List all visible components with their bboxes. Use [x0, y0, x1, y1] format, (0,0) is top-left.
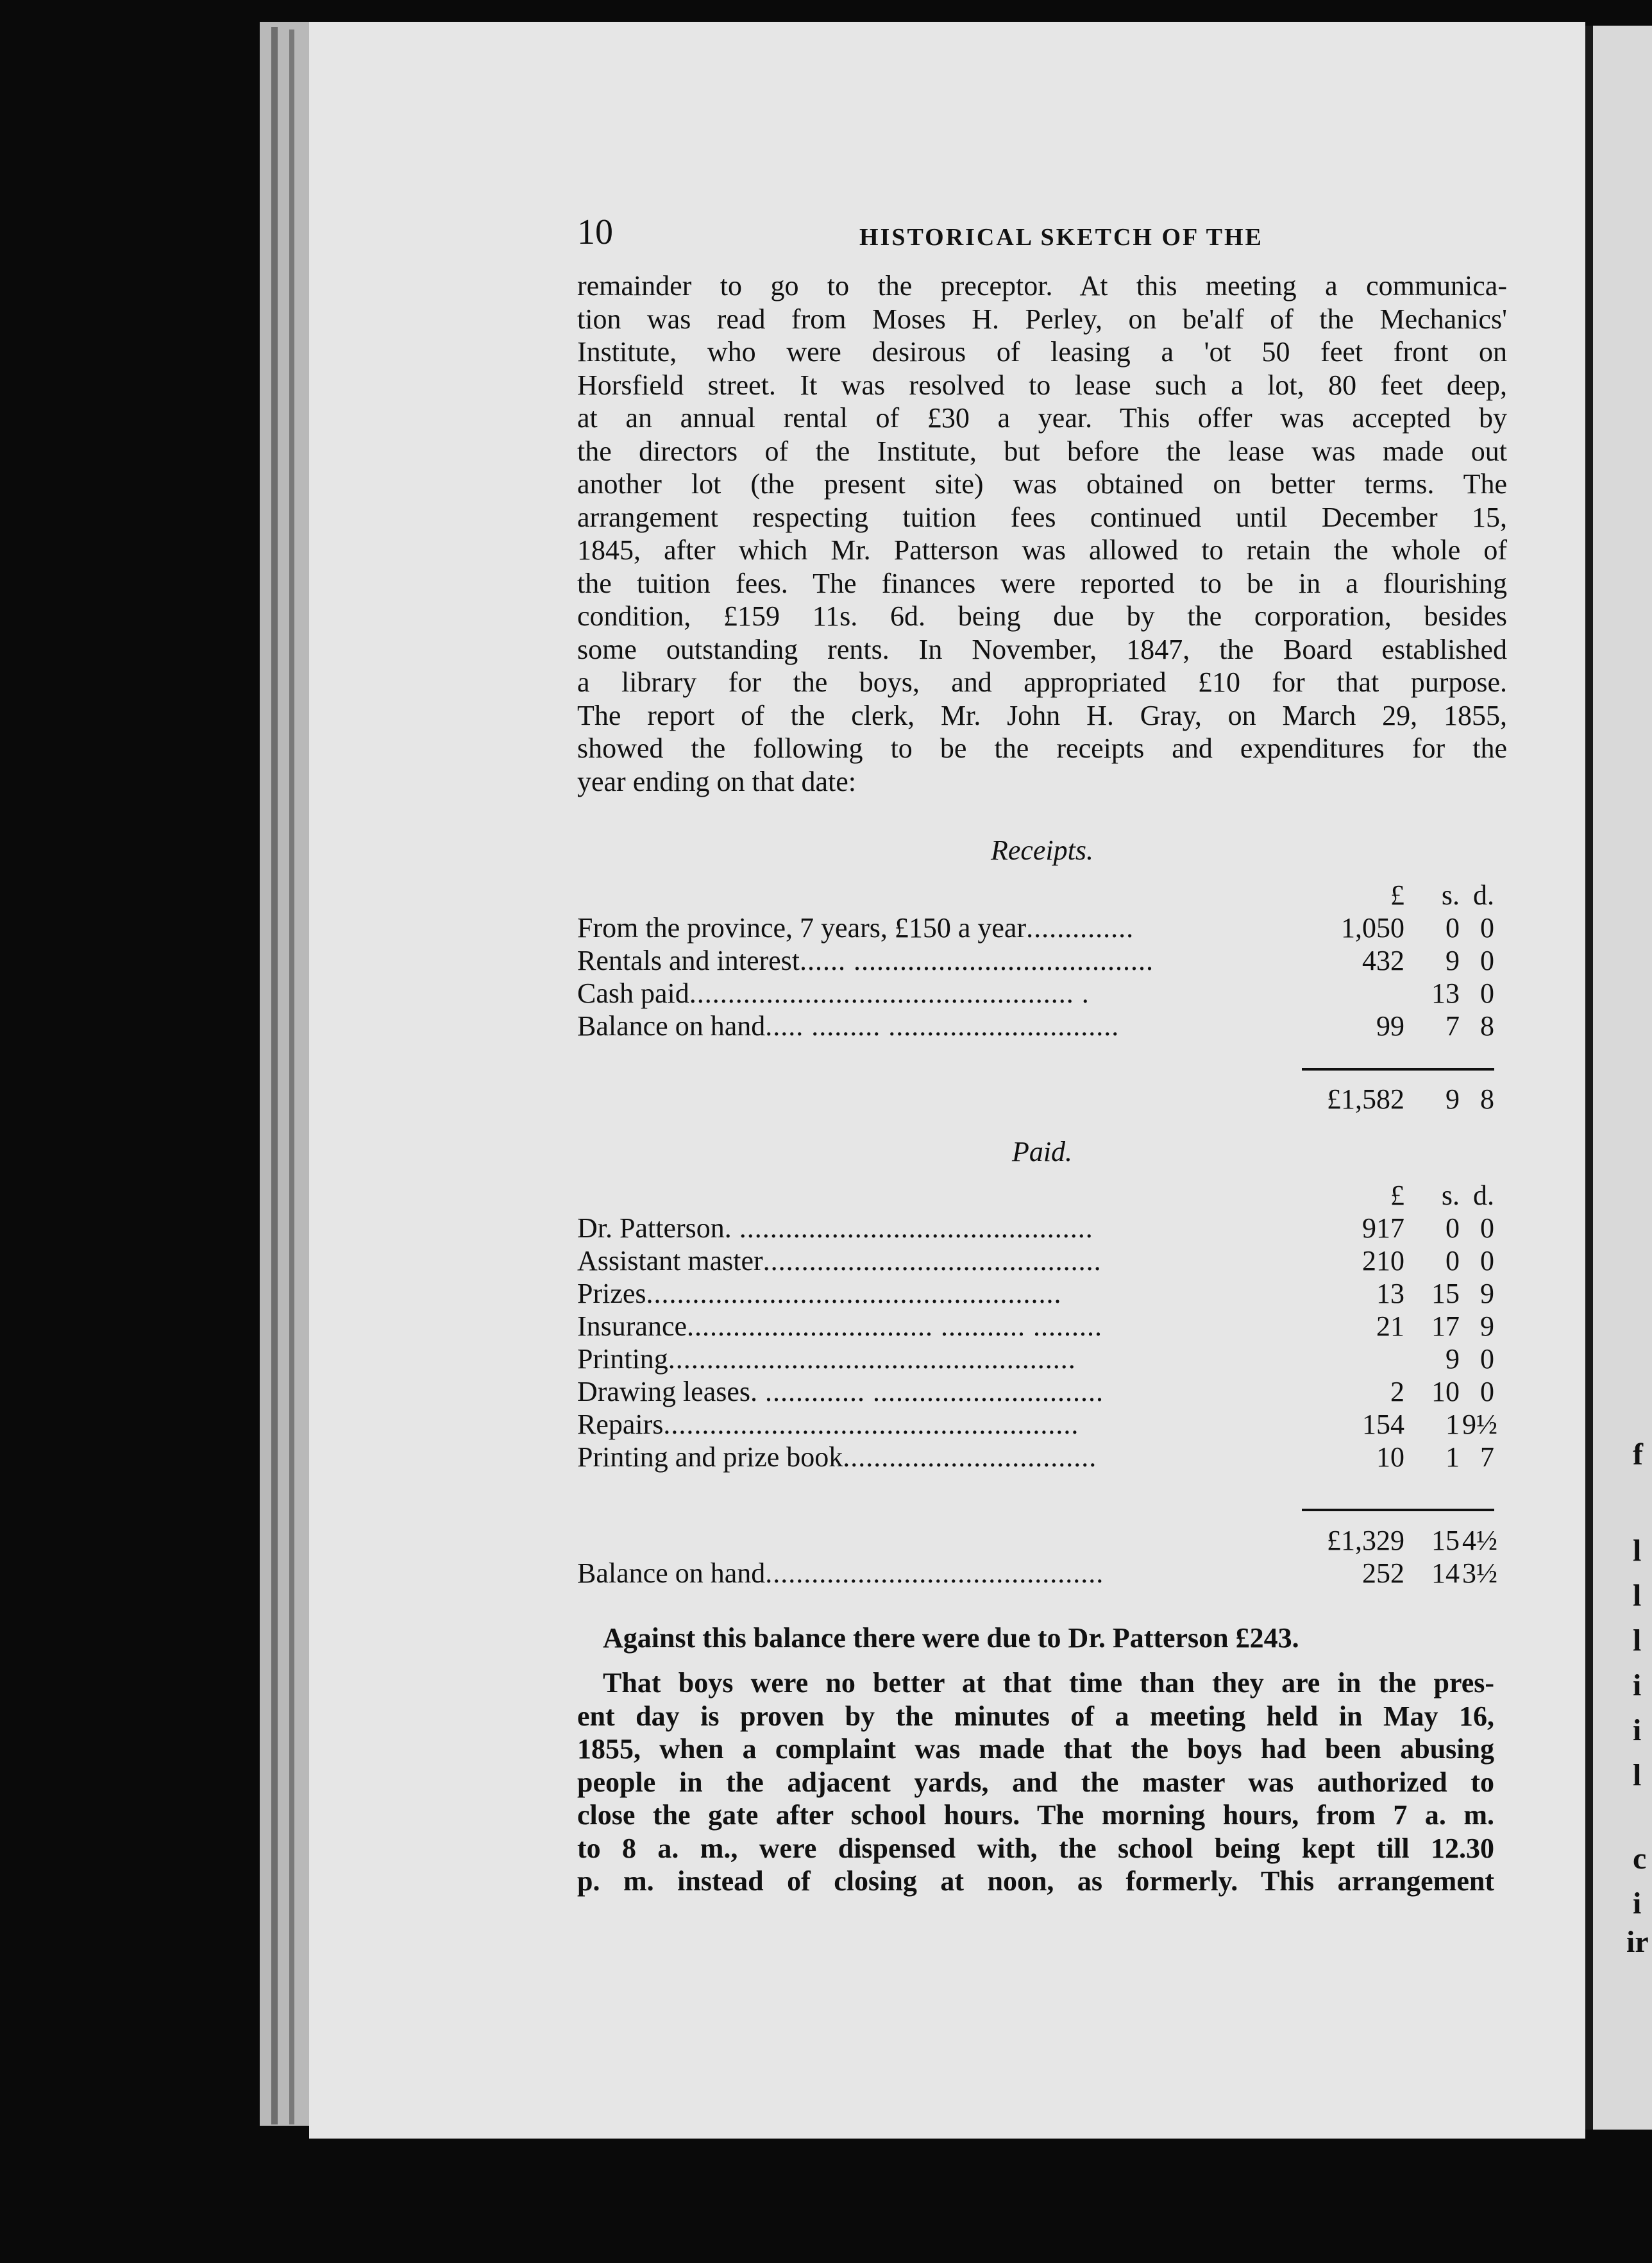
pence-value: 9½: [1462, 1409, 1497, 1440]
table-row: [577, 1375, 1494, 1408]
facing-page-edge: [1593, 26, 1652, 2130]
row-label: Balance on hand: [577, 1010, 766, 1042]
dot-leader: ...... .......................................: [800, 945, 1154, 976]
total-pounds: £1,582: [1327, 1083, 1404, 1115]
page-number: 10: [577, 212, 613, 252]
pence-value: 9: [1480, 1310, 1494, 1342]
dot-leader: .................................: [843, 1441, 1097, 1473]
pence-value: 8: [1480, 1010, 1494, 1042]
column-headings: [577, 1179, 1494, 1212]
shillings-value: 0: [1446, 912, 1460, 944]
total-pence: 8: [1480, 1083, 1494, 1115]
row-label: Prizes: [577, 1278, 646, 1309]
body-line: ent day is proven by the minutes of a meeting held in May 16,: [577, 1700, 1494, 1732]
body-line: The report of the clerk, Mr. John H. Gray, on March 29, 1855,: [577, 699, 1507, 731]
dot-leader: .................................................. .: [689, 978, 1090, 1009]
pounds-value: 10: [1376, 1441, 1404, 1473]
table-row: [577, 1343, 1494, 1375]
running-title: HISTORICAL SKETCH OF THE: [859, 224, 1263, 251]
body-line: p. m. instead of closing at noon, as formerly. This arrangement: [577, 1865, 1494, 1897]
row-label: Rentals and interest: [577, 945, 800, 976]
total-rule: [1302, 1068, 1494, 1071]
table-row: [577, 977, 1494, 1010]
pounds-value: 2: [1390, 1376, 1404, 1407]
margin-char: c: [1633, 1842, 1647, 1876]
dot-leader: ..............................................: [731, 1212, 1093, 1244]
body-line: showed the following to be the receipts and expenditures for the: [577, 733, 1507, 764]
table-row: [577, 1408, 1497, 1441]
shillings-value: 15: [1431, 1278, 1460, 1309]
body-line: tion was read from Moses H. Perley, on be'alf of the Mechanics': [577, 303, 1507, 335]
body-line: to 8 a. m., were dispensed with, the school being kept till 12.30: [577, 1832, 1494, 1864]
total-pence: 4½: [1462, 1525, 1497, 1556]
body-line: the tuition fees. The finances were reported to be in a flourishing: [577, 567, 1507, 599]
dot-leader: ............. ..............................: [757, 1376, 1104, 1407]
dot-leader: ......................................................: [663, 1409, 1079, 1440]
receipts-title: Receipts.: [990, 835, 1094, 866]
balance-row: [577, 1557, 1497, 1589]
pounds-value: 13: [1376, 1278, 1404, 1309]
dot-leader: ............................................: [765, 1557, 1104, 1589]
pounds-heading: £: [1390, 879, 1404, 911]
body-paragraph: [577, 269, 1507, 798]
pence-value: 0: [1480, 912, 1494, 944]
body-line: That boys were no better at that time than they are in the pres-: [603, 1667, 1494, 1699]
dot-leader: ................................ ........... .........: [687, 1310, 1103, 1342]
body-line: Horsfield street. It was resolved to lease such a lot, 80 feet deep,: [577, 369, 1507, 401]
margin-char: f: [1633, 1437, 1643, 1471]
body-line: 1855, when a complaint was made that the boys had been abusing: [577, 1733, 1494, 1765]
row-label: Balance on hand: [577, 1557, 766, 1589]
margin-char: i: [1633, 1886, 1642, 1920]
body-line: year ending on that date:: [577, 765, 856, 797]
body-line: remainder to go to the preceptor. At this meeting a communica-: [577, 270, 1507, 301]
table-row: [577, 1244, 1494, 1277]
pounds-value: 252: [1362, 1557, 1404, 1589]
pounds-value: 210: [1362, 1245, 1404, 1276]
gutter-shadow: [1585, 26, 1593, 2130]
dot-leader: ..............: [1026, 912, 1134, 944]
table-row: [577, 1441, 1494, 1473]
shillings-value: 13: [1431, 978, 1460, 1009]
body-line: arrangement respecting tuition fees continued until December 15,: [577, 501, 1507, 533]
receipts-table: [577, 879, 1494, 1042]
table-row: [577, 1212, 1494, 1244]
shillings-value: 1: [1446, 1409, 1460, 1440]
row-label: Printing and prize book: [577, 1441, 843, 1473]
body-line: another lot (the present site) was obtained on better terms. The: [577, 468, 1507, 500]
pence-heading: d.: [1473, 879, 1494, 911]
running-head: [577, 212, 1507, 257]
table-row: [577, 944, 1494, 977]
row-label: Dr. Patterson.: [577, 1212, 732, 1244]
pence-value: 0: [1480, 1343, 1494, 1375]
body-line: the directors of the Institute, but before the lease was made out: [577, 435, 1507, 467]
margin-char: l: [1633, 1758, 1642, 1792]
body-line: close the gate after school hours. The morning hours, from 7 a. m.: [577, 1799, 1494, 1831]
pence-value: 3½: [1462, 1557, 1497, 1589]
table-row: [577, 1277, 1494, 1310]
table-row: [577, 1010, 1494, 1042]
body-line: 1845, after which Mr. Patterson was allowed to retain the whole of: [577, 534, 1507, 566]
shillings-heading: s.: [1441, 879, 1460, 911]
total-rule: [1302, 1509, 1494, 1511]
shillings-value: 17: [1431, 1310, 1460, 1342]
margin-char: i: [1633, 1668, 1642, 1702]
total-pounds: £1,329: [1327, 1525, 1404, 1556]
closing-paragraph: [577, 1666, 1494, 1898]
pence-value: 0: [1480, 1212, 1494, 1244]
pounds-value: 21: [1376, 1310, 1404, 1342]
row-label: Drawing leases.: [577, 1376, 758, 1407]
body-line: a library for the boys, and appropriated £10 for that purpose.: [577, 666, 1507, 698]
body-line: Institute, who were desirous of leasing a 'ot 50 feet front on: [577, 336, 1507, 368]
margin-char: i: [1633, 1713, 1642, 1747]
shillings-value: 0: [1446, 1245, 1460, 1276]
row-label: Assistant master: [577, 1245, 763, 1276]
column-headings: [577, 879, 1494, 911]
receipts-total: [577, 1083, 1494, 1115]
row-label: From the province, 7 years, £150 a year: [577, 912, 1027, 944]
shillings-value: 10: [1431, 1376, 1460, 1407]
shillings-value: 0: [1446, 1212, 1460, 1244]
row-label: Insurance: [577, 1310, 687, 1342]
pence-value: 7: [1480, 1441, 1494, 1473]
pence-value: 0: [1480, 1376, 1494, 1407]
pounds-value: 432: [1362, 945, 1404, 976]
pence-heading: d.: [1473, 1180, 1494, 1211]
total-shillings: 9: [1446, 1083, 1460, 1115]
pounds-value: 154: [1362, 1409, 1404, 1440]
row-label: Printing: [577, 1343, 668, 1375]
shillings-value: 9: [1446, 1343, 1460, 1375]
row-label: Repairs: [577, 1409, 664, 1440]
pounds-value: 1,050: [1341, 912, 1404, 944]
pence-value: 0: [1480, 945, 1494, 976]
shillings-value: 14: [1431, 1557, 1460, 1589]
body-line: some outstanding rents. In November, 1847, the Board established: [577, 633, 1507, 665]
shillings-value: 7: [1446, 1010, 1460, 1042]
shillings-heading: s.: [1441, 1180, 1460, 1211]
dot-leader: ............................................: [763, 1245, 1102, 1276]
margin-char: l: [1633, 1534, 1642, 1568]
pounds-value: 99: [1376, 1010, 1404, 1042]
dot-leader: ......................................................: [646, 1278, 1062, 1309]
total-shillings: 15: [1431, 1525, 1460, 1556]
total-row: [577, 1083, 1494, 1115]
shillings-value: 1: [1446, 1441, 1460, 1473]
margin-char: l: [1633, 1579, 1642, 1613]
pence-value: 9: [1480, 1278, 1494, 1309]
row-label: Cash paid: [577, 978, 689, 1009]
paid-total: [577, 1524, 1497, 1589]
shillings-value: 9: [1446, 945, 1460, 976]
pence-value: 0: [1480, 978, 1494, 1009]
table-row: [577, 911, 1494, 944]
pounds-heading: £: [1390, 1180, 1404, 1211]
paid-table: [577, 1179, 1497, 1473]
body-line: condition, £159 11s. 6d. being due by the corporation, besides: [577, 600, 1507, 632]
body-line: at an annual rental of £30 a year. This offer was accepted by: [577, 402, 1507, 434]
dot-leader: .....................................................: [668, 1343, 1076, 1375]
dot-leader: ..... ......... ..............................: [765, 1010, 1120, 1042]
balance-note: Against this balance there were due to Dr. Patterson £243.: [603, 1622, 1299, 1654]
margin-char: l: [1633, 1623, 1642, 1657]
pence-value: 0: [1480, 1245, 1494, 1276]
paid-title: Paid.: [1011, 1136, 1073, 1167]
pounds-value: 917: [1362, 1212, 1404, 1244]
margin-char: ir: [1626, 1925, 1649, 1959]
total-row: [577, 1524, 1497, 1557]
table-row: [577, 1310, 1494, 1343]
body-line: people in the adjacent yards, and the master was authorized to: [577, 1766, 1494, 1798]
